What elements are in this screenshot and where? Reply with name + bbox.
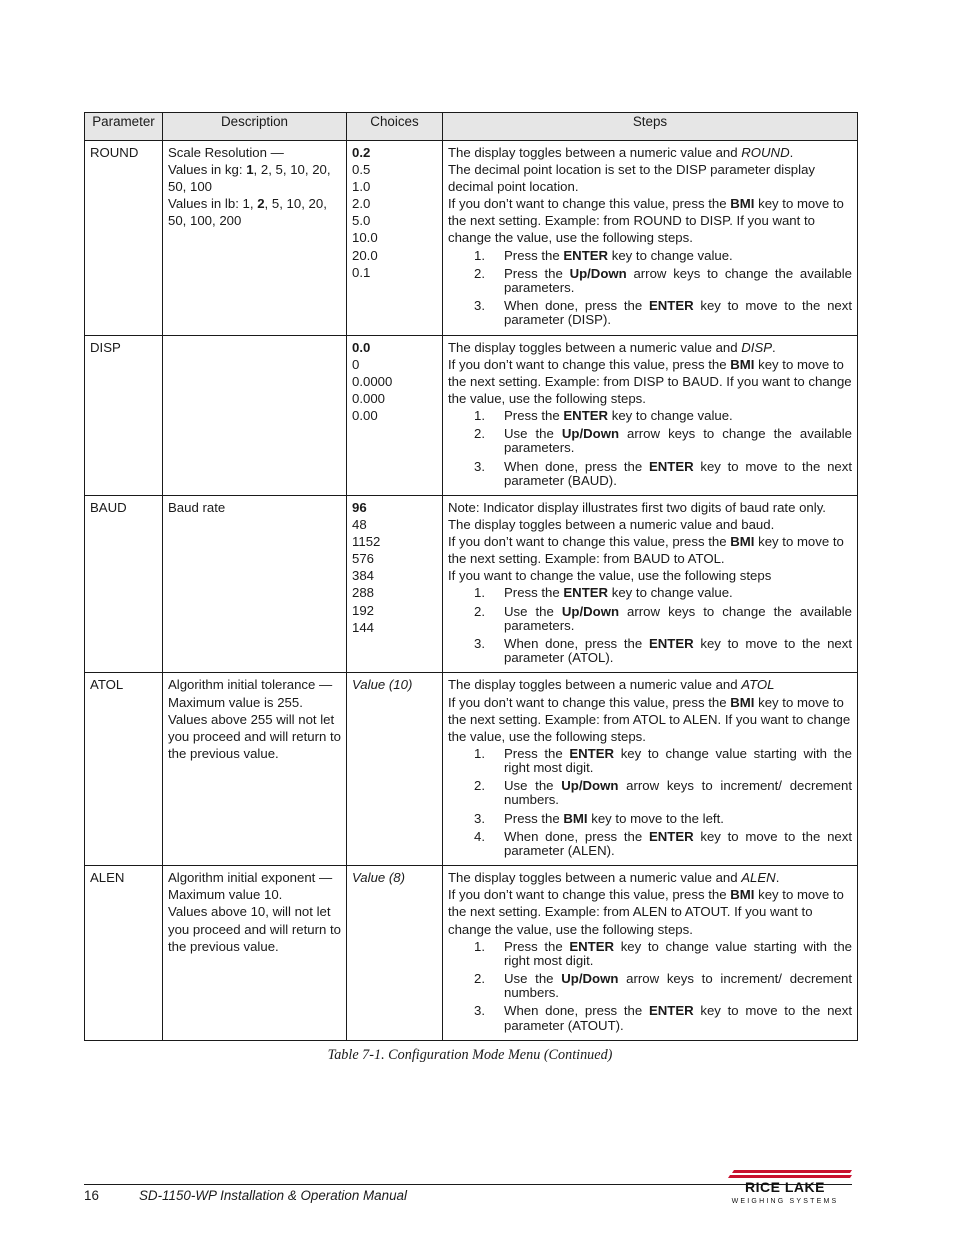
choice-value: 5.0 bbox=[352, 213, 371, 229]
table-body bbox=[85, 141, 858, 1041]
bold-text: ENTER bbox=[563, 247, 609, 263]
description-line bbox=[168, 869, 341, 903]
step-text bbox=[504, 247, 852, 263]
configuration-menu-table bbox=[84, 112, 858, 1041]
bold-text: BMI bbox=[730, 196, 755, 212]
steps-cell bbox=[443, 495, 858, 672]
step-number: 2. bbox=[474, 778, 485, 794]
description-line bbox=[168, 711, 341, 762]
bold-text: Up/Down bbox=[569, 265, 627, 281]
bold-text: ENTER bbox=[648, 1003, 694, 1019]
step-text bbox=[504, 458, 852, 488]
text-run: Press the bbox=[504, 265, 570, 281]
text-run: key to move to the next setting. Example: from ATOL to ALEN. If you want to change the value, use the following steps. bbox=[448, 694, 851, 744]
step-item bbox=[448, 777, 852, 807]
text-run: The display toggles between a numeric value and bbox=[448, 339, 742, 355]
step-item bbox=[448, 265, 852, 295]
logo-stripe-2 bbox=[728, 1175, 852, 1178]
choice-value: 1.0 bbox=[352, 179, 371, 195]
text-run: Use the bbox=[504, 971, 562, 987]
step-item bbox=[448, 603, 852, 633]
steps-paragraph bbox=[448, 195, 852, 246]
step-number: 3. bbox=[474, 810, 485, 826]
step-text bbox=[504, 407, 852, 423]
description-line bbox=[168, 903, 341, 954]
steps-paragraph bbox=[448, 516, 852, 533]
bold-text: BMI bbox=[563, 810, 588, 826]
steps-cell bbox=[443, 866, 858, 1041]
text-run: key to move to the next parameter (ALEN). bbox=[504, 828, 853, 859]
step-number: 1. bbox=[474, 407, 485, 423]
text-run: The decimal point location is set to the DISP parameter display decimal point location. bbox=[448, 162, 815, 195]
step-number: 3. bbox=[474, 298, 485, 314]
bold-text: ENTER bbox=[563, 407, 609, 423]
text-run: key to move to the next setting. Example: from DISP to BAUD. If you want to change the value, use the following steps. bbox=[448, 356, 852, 406]
step-item bbox=[448, 297, 852, 327]
bold-text: BMI bbox=[730, 356, 755, 372]
steps-list bbox=[448, 745, 852, 858]
step-item bbox=[448, 1002, 852, 1032]
text-run: key to move to the next setting. Example: from ALEN to ATOUT. If you want to change the value, use the following steps. bbox=[448, 887, 844, 937]
choice-value: 10.0 bbox=[352, 230, 378, 246]
description-line bbox=[168, 195, 341, 212]
step-text bbox=[504, 297, 852, 327]
bold-text: ENTER bbox=[569, 938, 615, 954]
step-number: 3. bbox=[474, 458, 485, 474]
step-text bbox=[504, 425, 852, 455]
choice-value: 0.00 bbox=[352, 407, 378, 423]
bold-text: BMI bbox=[730, 694, 755, 710]
choice-value: 96 bbox=[352, 499, 367, 515]
steps-paragraph bbox=[448, 144, 852, 161]
step-text bbox=[504, 745, 852, 775]
bold-text: BMI bbox=[730, 887, 755, 903]
text-run: Values above 10, will not let you proceed and will return to the previous value. bbox=[168, 904, 342, 954]
step-text bbox=[504, 265, 852, 295]
text-run: Note: Indicator display illustrates first two digits of baud rate only. bbox=[448, 499, 826, 515]
choice-value: 384 bbox=[352, 568, 375, 584]
logo-wordmark: RICE LAKE bbox=[745, 1179, 825, 1195]
steps-paragraph bbox=[448, 339, 852, 356]
step-item bbox=[448, 810, 852, 826]
text-run: Use the bbox=[504, 778, 562, 794]
italic-text: ATOL bbox=[741, 677, 775, 693]
logo-stripe-1 bbox=[732, 1170, 852, 1173]
text-run: If you don’t want to change this value, press the bbox=[448, 694, 731, 710]
step-text bbox=[504, 635, 852, 665]
steps-paragraph bbox=[448, 886, 852, 937]
text-run: Press the bbox=[504, 745, 570, 761]
text-run: . bbox=[775, 870, 780, 886]
text-run: Algorithm initial tolerance — Maximum value is 255. bbox=[168, 677, 333, 710]
text-run: , 2, 5, 10, 20, bbox=[253, 162, 331, 178]
step-text bbox=[504, 1002, 852, 1032]
description-line bbox=[168, 212, 341, 229]
bold-text: 2 bbox=[257, 196, 265, 212]
parameter-cell: ALEN bbox=[85, 866, 163, 1041]
text-run: Values in lb: 1, bbox=[168, 196, 258, 212]
choice-value: 0.0 bbox=[352, 339, 371, 355]
step-text bbox=[504, 603, 852, 633]
text-run: arrow keys to increment/ decrement numbers. bbox=[504, 778, 852, 808]
description-cell bbox=[163, 673, 347, 866]
text-run: 50, 100 bbox=[168, 179, 212, 195]
steps-list bbox=[448, 407, 852, 488]
choice-value: 0.5 bbox=[352, 162, 371, 178]
text-run: Press the bbox=[504, 407, 564, 423]
step-number: 1. bbox=[474, 247, 485, 263]
step-number: 2. bbox=[474, 971, 485, 987]
step-text bbox=[504, 810, 852, 826]
text-run: The display toggles between a numeric value and bbox=[448, 677, 742, 693]
choice-value: 0.2 bbox=[352, 145, 371, 160]
text-run: The display toggles between a numeric value and bbox=[448, 145, 742, 160]
text-run: If you don’t want to change this value, press the bbox=[448, 356, 731, 372]
choice-value: 20.0 bbox=[352, 247, 378, 263]
steps-cell bbox=[443, 335, 858, 495]
italic-text: ALEN bbox=[741, 870, 776, 886]
bold-text: ENTER bbox=[563, 585, 609, 601]
steps-cell bbox=[443, 673, 858, 866]
step-text bbox=[504, 970, 852, 1000]
text-run: . bbox=[772, 339, 776, 355]
description-cell bbox=[163, 335, 347, 495]
bold-text: 1 bbox=[246, 162, 254, 178]
choice-value: 0.0000 bbox=[352, 373, 393, 389]
table-row bbox=[85, 495, 858, 672]
description-cell bbox=[163, 866, 347, 1041]
steps-paragraph bbox=[448, 567, 852, 584]
step-text bbox=[504, 938, 852, 968]
text-run: Scale Resolution — bbox=[168, 145, 284, 160]
choice-value: 48 bbox=[352, 517, 367, 533]
choices-cell bbox=[347, 866, 443, 1041]
choice-value: 288 bbox=[352, 585, 375, 601]
table-header-row bbox=[85, 113, 858, 141]
text-run: When done, press the bbox=[504, 458, 649, 474]
manual-title: SD-1150-WP Installation & Operation Manual bbox=[139, 1188, 407, 1203]
choice-value: 0.000 bbox=[352, 390, 386, 406]
text-run: key to move to the next parameter (ATOL). bbox=[504, 636, 853, 666]
choice-value: 1152 bbox=[352, 534, 381, 550]
text-run: Press the bbox=[504, 585, 564, 601]
text-run: arrow keys to change the available parameters. bbox=[504, 603, 852, 633]
bold-text: Up/Down bbox=[561, 426, 620, 442]
text-run: Algorithm initial exponent — Maximum value 10. bbox=[168, 870, 333, 903]
text-run: arrow keys to change the available parameters. bbox=[504, 426, 852, 456]
text-run: arrow keys to increment/ decrement numbers. bbox=[504, 971, 852, 1001]
text-run: , 5, 10, 20, bbox=[264, 196, 327, 212]
table-caption: Table 7-1. Configuration Mode Menu (Continued) bbox=[327, 1047, 613, 1063]
text-run: When done, press the bbox=[504, 828, 649, 844]
rice-lake-logo bbox=[714, 1166, 854, 1206]
table-row bbox=[85, 141, 858, 336]
description-cell bbox=[163, 495, 347, 672]
text-run: If you want to change the value, use the following steps bbox=[448, 568, 772, 584]
page-number: 16 bbox=[84, 1188, 99, 1203]
steps-cell bbox=[443, 141, 858, 336]
bold-text: Up/Down bbox=[561, 971, 619, 987]
choice-value: 0 bbox=[352, 356, 360, 372]
choice-value: 144 bbox=[352, 619, 375, 635]
step-item bbox=[448, 635, 852, 665]
step-number: 3. bbox=[474, 636, 485, 652]
step-number: 2. bbox=[474, 265, 485, 281]
text-run: The display toggles between a numeric value and baud. bbox=[448, 517, 775, 533]
text-run: The display toggles between a numeric value and bbox=[448, 870, 742, 886]
text-run: arrow keys to change the available parameters. bbox=[504, 265, 852, 295]
step-item bbox=[448, 938, 852, 968]
text-run: key to change value starting with the right most digit. bbox=[504, 745, 852, 776]
steps-paragraph bbox=[448, 676, 852, 693]
step-item bbox=[448, 458, 852, 488]
step-item bbox=[448, 425, 852, 455]
steps-paragraph bbox=[448, 869, 852, 886]
parameter-cell: DISP bbox=[85, 335, 163, 495]
step-item bbox=[448, 745, 852, 775]
steps-list bbox=[448, 247, 852, 328]
step-number: 2. bbox=[474, 603, 485, 619]
step-item bbox=[448, 584, 852, 600]
steps-list bbox=[448, 584, 852, 665]
step-number: 3. bbox=[474, 1003, 485, 1019]
bold-text: ENTER bbox=[648, 458, 694, 474]
choice-value: 2.0 bbox=[352, 196, 371, 212]
italic-text: ROUND bbox=[741, 145, 790, 160]
bold-text: Up/Down bbox=[561, 778, 619, 794]
table-row bbox=[85, 335, 858, 495]
header-description: Description bbox=[163, 113, 347, 141]
text-run: Press the bbox=[504, 938, 570, 954]
text-run: Press the bbox=[504, 247, 564, 263]
bold-text: BMI bbox=[730, 534, 755, 550]
step-item bbox=[448, 828, 852, 858]
bold-text: ENTER bbox=[569, 745, 615, 761]
step-number: 1. bbox=[474, 938, 485, 954]
text-run: Press the bbox=[504, 810, 564, 826]
text-run: key to move to the next parameter (DISP). bbox=[504, 298, 853, 328]
step-text bbox=[504, 584, 852, 600]
text-run: key to move to the next parameter (BAUD). bbox=[504, 458, 853, 488]
choice-value: 192 bbox=[352, 602, 375, 618]
text-run: Values in kg: bbox=[168, 162, 247, 178]
choice-value: Value (8) bbox=[352, 870, 406, 886]
header-choices: Choices bbox=[347, 113, 443, 141]
step-text bbox=[504, 777, 852, 807]
text-run: . bbox=[789, 145, 794, 160]
steps-paragraph bbox=[448, 694, 852, 745]
text-run: key to change value. bbox=[608, 407, 733, 423]
text-run: If you don’t want to change this value, press the bbox=[448, 534, 731, 550]
step-number: 1. bbox=[474, 585, 485, 601]
text-run: If you don’t want to change this value, press the bbox=[448, 196, 731, 212]
step-text bbox=[504, 828, 852, 858]
text-run: key to move to the next parameter (ATOUT). bbox=[504, 1003, 853, 1033]
text-run: When done, press the bbox=[504, 298, 649, 314]
bold-text: ENTER bbox=[648, 298, 694, 314]
text-run: key to change value. bbox=[608, 585, 733, 601]
text-run: When done, press the bbox=[504, 1003, 649, 1019]
text-run: When done, press the bbox=[504, 636, 649, 652]
description-line bbox=[168, 144, 341, 161]
text-run: key to change value. bbox=[608, 247, 733, 263]
steps-paragraph bbox=[448, 533, 852, 567]
step-item bbox=[448, 970, 852, 1000]
step-item bbox=[448, 407, 852, 423]
choice-value: Value (10) bbox=[352, 677, 413, 693]
italic-text: DISP bbox=[741, 339, 773, 355]
description-line bbox=[168, 676, 341, 710]
steps-paragraph bbox=[448, 356, 852, 407]
text-run: key to move to the left. bbox=[587, 810, 724, 826]
text-run: Use the bbox=[504, 603, 562, 619]
text-run: If you don’t want to change this value, press the bbox=[448, 887, 731, 903]
parameter-cell: BAUD bbox=[85, 495, 163, 672]
choices-cell bbox=[347, 141, 443, 336]
step-number: 4. bbox=[474, 828, 485, 844]
text-run: key to move to the next setting. Example: from BAUD to ATOL. bbox=[448, 534, 844, 567]
text-run: 50, 100, 200 bbox=[168, 213, 242, 229]
step-item bbox=[448, 247, 852, 263]
header-steps: Steps bbox=[443, 113, 858, 141]
table-row bbox=[85, 866, 858, 1041]
bold-text: ENTER bbox=[648, 828, 694, 844]
step-number: 2. bbox=[474, 426, 485, 442]
description-cell bbox=[163, 141, 347, 336]
text-run: Use the bbox=[504, 426, 562, 442]
description-line bbox=[168, 178, 341, 195]
steps-paragraph bbox=[448, 161, 852, 195]
header-parameter: Parameter bbox=[85, 113, 163, 141]
parameter-cell: ROUND bbox=[85, 141, 163, 336]
text-run: Values above 255 will not let you proceed and will return to the previous value. bbox=[168, 711, 342, 761]
table-row bbox=[85, 673, 858, 866]
description-line bbox=[168, 499, 341, 516]
choices-cell bbox=[347, 495, 443, 672]
text-run: key to change value starting with the right most digit. bbox=[504, 938, 852, 968]
bold-text: Up/Down bbox=[561, 603, 620, 619]
text-run: Baud rate bbox=[168, 499, 226, 515]
logo-tagline: WEIGHING SYSTEMS bbox=[731, 1198, 839, 1205]
text-run: key to move to the next setting. Example: from ROUND to DISP. If you want to change the value, use the following steps. bbox=[448, 196, 844, 246]
description-line bbox=[168, 161, 341, 178]
choices-cell bbox=[347, 673, 443, 866]
step-number: 1. bbox=[474, 745, 485, 761]
choices-cell bbox=[347, 335, 443, 495]
bold-text: ENTER bbox=[648, 636, 694, 652]
steps-list bbox=[448, 938, 852, 1033]
steps-paragraph bbox=[448, 499, 852, 516]
parameter-cell: ATOL bbox=[85, 673, 163, 866]
choice-value: 0.1 bbox=[352, 264, 371, 280]
choice-value: 576 bbox=[352, 551, 375, 567]
